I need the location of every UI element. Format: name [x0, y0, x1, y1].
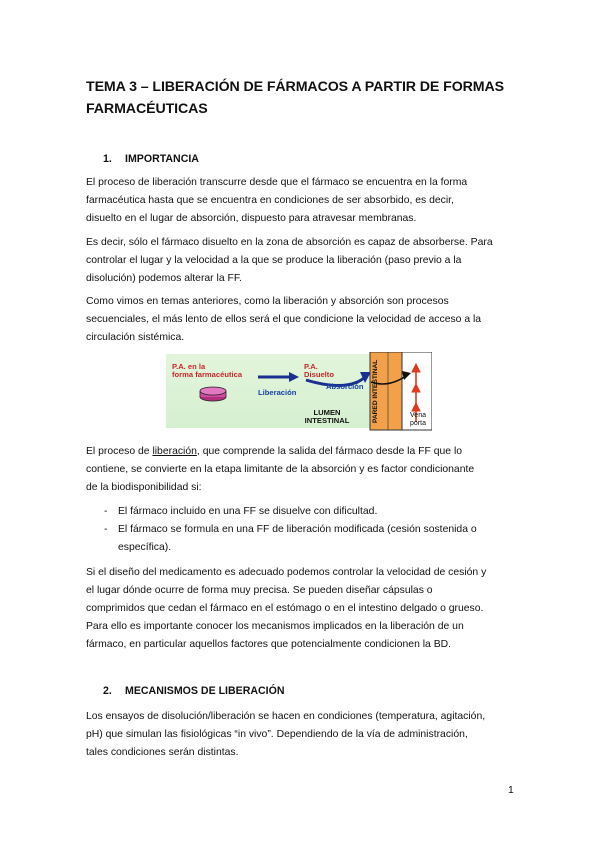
text-line [86, 443, 518, 461]
tablet-icon [200, 387, 226, 401]
text-line: disuelto en el lugar de absorción, dispuesto para atravesar membranas. [86, 213, 417, 224]
text-line: tales condiciones serán distintas. [86, 747, 239, 758]
text-span: El proceso de [86, 446, 153, 457]
text-line: comprimidos que cedan el fármaco en el estómago o en el intestino delgado o grueso. [86, 603, 484, 614]
text-line: farmacéutica hasta que se encuentra en condiciones de ser absorbido, es decir, [86, 195, 454, 206]
vena-porta-label [404, 412, 432, 428]
text-line: circulación sistémica. [86, 332, 185, 343]
section-title: IMPORTANCIA [125, 153, 199, 165]
paragraph [86, 708, 518, 762]
paragraph [86, 293, 518, 347]
liberation-absorption-diagram [166, 352, 432, 432]
section-title: MECANISMOS DE LIBERACIÓN [125, 685, 285, 697]
label-line: porta [410, 420, 426, 427]
text-line: Los ensayos de disolución/liberación se hacen en condiciones (temperatura, agitación, [86, 711, 486, 722]
label-line: Disuelto [304, 370, 334, 379]
underlined-term: liberación [152, 446, 197, 457]
text-line: El fármaco incluido en una FF se disuelve con dificultad. [118, 506, 378, 517]
text-line: disolución) podemos alterar la FF. [86, 273, 242, 284]
label-line: forma farmacéutica [172, 370, 243, 379]
section-heading-importancia [103, 153, 199, 165]
section-heading-mecanismos [103, 685, 285, 697]
text-line: el lugar dónde ocurre de forma muy precisa. Se pueden diseñar cápsulas o [86, 585, 433, 596]
text-line: específica). [118, 542, 172, 553]
text-line: secuenciales, el más lento de ellos será el que condicione la velocidad de acceso a la [86, 314, 482, 325]
list-item [104, 521, 524, 557]
liberacion-label: Liberación [258, 388, 297, 397]
bullet-dash: - [104, 506, 108, 517]
label-line: INTESTINAL [304, 416, 350, 425]
text-line: Es decir, sólo el fármaco disuelto en la zona de absorción es capaz de absorberse. Para [86, 237, 493, 248]
section-number: 1. [103, 153, 112, 165]
text-line: contiene, se convierte en la etapa limitante de la absorción y es factor condicionante [86, 464, 475, 475]
text-line: de la biodisponibilidad si: [86, 482, 202, 493]
label-line: P.A. [304, 362, 318, 371]
section-number: 2. [103, 685, 112, 697]
text-line: Si el diseño del medicamento es adecuado podemos controlar la velocidad de cesión y [86, 567, 487, 578]
text-line: pH) que simulan las fisiológicas “in vivo”. Dependiendo de la vía de administración, [86, 729, 468, 740]
paragraph [86, 443, 518, 497]
text-line: fármaco, en particular aquellos factores que potencialmente condicionen la BD. [86, 639, 452, 650]
text-line: El fármaco se formula en una FF de liberación modificada (cesión sostenida o [118, 524, 477, 535]
page-number: 1 [508, 785, 514, 796]
pared-intestinal-label: PARED INTESTINAL [372, 359, 379, 423]
list-item [104, 503, 524, 521]
bullet-list [104, 503, 524, 557]
text-line: El proceso de liberación transcurre desde que el fármaco se encuentra en la forma [86, 177, 468, 188]
paragraph [86, 234, 518, 288]
paragraph [86, 564, 518, 654]
text-line: controlar el lugar y la velocidad a la que se produce la liberación (paso previo a la [86, 255, 462, 266]
bullet-dash: - [104, 524, 108, 535]
paragraph [86, 174, 518, 228]
lumen-label [296, 409, 358, 425]
absorcion-label: Absorción [326, 382, 364, 391]
text-line: Como vimos en temas anteriores, como la liberación y absorción son procesos [86, 296, 449, 307]
label-line: P.A. en la [172, 362, 206, 371]
liberation-arrow-icon [258, 372, 299, 382]
text-span: , que comprende la salida del fármaco desde la FF que lo [196, 446, 463, 457]
text-line: Para ello es importante conocer los mecanismos implicados en la liberación de un [86, 621, 464, 632]
page-title: TEMA 3 – LIBERACIÓN DE FÁRMACOS A PARTIR DE FORMAS FARMACÉUTICAS [86, 79, 505, 117]
label-line: Vena [410, 412, 426, 419]
label-line: LUMEN [313, 408, 341, 417]
